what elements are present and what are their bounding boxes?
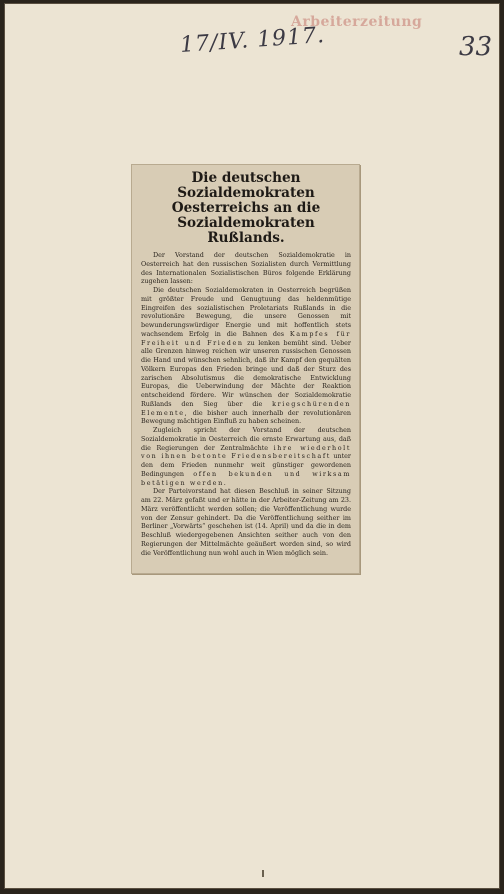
spaced-emphasis: kriegschürenden Elemente,: [141, 399, 351, 417]
spaced-emphasis: offen bekunden und wirksam betätigen werden.: [141, 469, 351, 487]
clipping-text: Zugleich spricht der Vorstand der deutschen Sozialdemokratie in Oesterreich die ernste Erwartung aus, daß die Regierungen der Zentralmächte: [141, 426, 351, 452]
clipping-text: die bisher auch innerhalb der revolutionären Bewegung mächtigen Einfluß zu haben scheinen.: [141, 408, 351, 426]
handwritten-page-number: 33: [459, 32, 493, 62]
handwritten-date: 17/IV. 1917.: [179, 22, 326, 59]
newspaper-clipping: [131, 164, 360, 574]
clipping-paragraph-1: Der Vorstand der deutschen Sozialdemokratie in Oesterreich hat den russischen Sozialisten durch Vermittlung des Internationalen Sozialistischen Büros folgende Erklärung zugehen lassen:: [141, 251, 351, 286]
clipping-paragraph-2: [141, 286, 351, 426]
clipping-headline: Die deutschen Sozialdemokraten Oesterreichs an die Sozialdemokraten Rußlands.: [171, 170, 321, 246]
spaced-emphasis: ihre wiederholt von ihnen betonte Friedensbereitschaft: [141, 443, 351, 461]
newspaper-stamp: Arbeiterzeitung: [291, 14, 423, 30]
clipping-paragraph-4: Der Parteivorstand hat diesen Beschluß in seiner Sitzung am 22. März gefaßt und er hätte in der Arbeiter-Zeitung am 23. März veröffentlicht werden sollen; die Veröffentlichung wurde von der Zensur gehindert. Da die Veröffentlichung seither im Berliner „Vorwärts“ geschehen ist (14. April) und da die in dem Beschluß wiedergegebenen Ansichten seither auch von den Regierungen der Mittelmächte geäußert worden sind, so wird die Veröffentlichung nun wohl auch in Wien möglich sein.: [141, 487, 351, 557]
clipping-paragraph-3: [141, 426, 351, 487]
clipping-text: Die deutschen Sozialdemokraten in Oesterreich begrüßen mit größter Freude und Genugtuung das heldenmütige Eingreifen des sozialistischen Proletariats Rußlands in die revolutionäre Bewegung, die unsere Genossen mit bewunderungswürdiger Energie und mit hoffentlich stets wachsendem Erfolg in die Bahnen des: [141, 286, 351, 338]
clipping-text: zu lenken bemüht sind. Ueber alle Grenzen hinweg reichen wir unseren russischen Genossen die Hand und wünschen sehnlich, daß ihr Kampf den gequälten Völkern Europas den Frieden bringe und daß der Sturz des zarischen Absolutismus die demokratische Entwicklung Europas, die Ueberwindung der Mächte der Reaktion entscheidend fördere. Wir wünschen der Sozialdemokratie Rußlands den Sieg über die: [141, 338, 351, 408]
clipping-text: unter den dem Frieden nunmehr weit günstiger gewordenen Bedingungen: [141, 452, 351, 478]
spaced-emphasis: Kampfes für Freiheit und Frieden: [141, 329, 351, 347]
sheet-edge-mark: [262, 870, 264, 877]
